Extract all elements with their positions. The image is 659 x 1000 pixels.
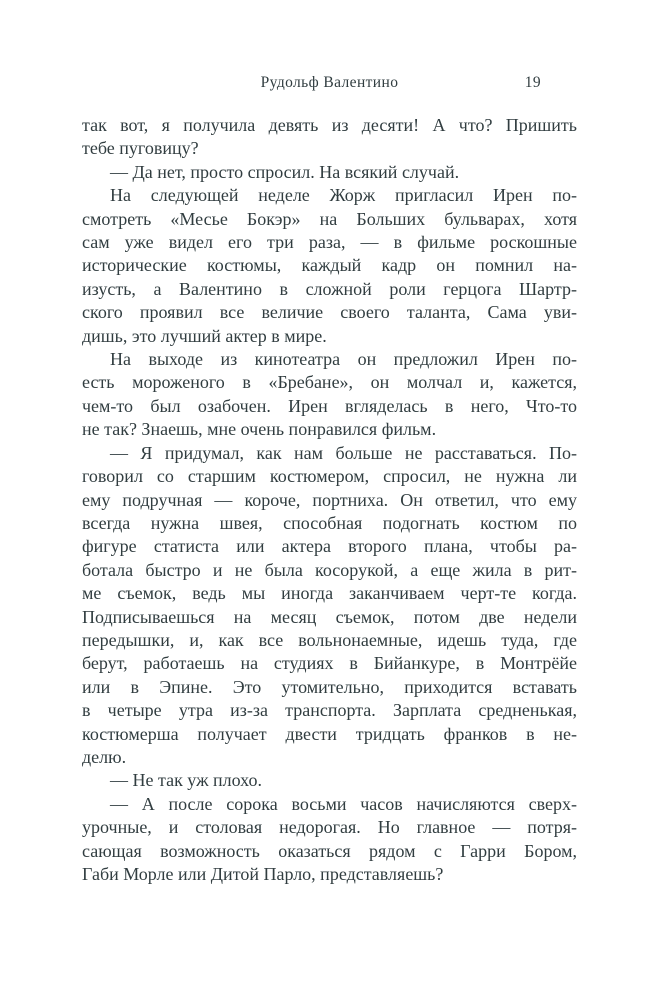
text-line: не так? Знаешь, мне очень понравился фильм. (82, 419, 437, 440)
text-line: так вот, я получила девять из десяти! А что? Пришить (82, 115, 577, 135)
running-header (82, 74, 577, 96)
text-line: ботала быстро и не была косорукой, а еще жила в рит- (82, 559, 577, 580)
text-line: ского проявил все величие своего таланта, Сама уви- (82, 302, 577, 323)
text-line: изусть, а Валентино в сложной роли герцога Шартр- (82, 278, 577, 299)
text-line: На следующей неделе Жорж пригласил Ирен по- (110, 185, 577, 206)
paragraph (82, 184, 577, 348)
page-number: 19 (524, 74, 541, 91)
text-line: — Да нет, просто спросил. На всякий случай. (110, 161, 460, 182)
text-line: делю. (82, 746, 127, 767)
text-line: говорил со старшим костюмером, спросил, не нужна ли (82, 466, 577, 487)
text-line: ме съемок, ведь мы иногда заканчиваем черт-те когда. (82, 583, 577, 604)
text-line: есть мороженого в «Бребане», он молчал и, кажется, (82, 372, 577, 393)
text-line: На выходе из кинотеатра он предложил Ирен по- (110, 349, 577, 370)
text-line: костюмерша получает двести тридцать франков в не- (82, 723, 577, 744)
text-line: Габи Морле или Дитой Парло, представляешь? (82, 864, 444, 884)
text-line: — А после сорока восьми часов начисляются сверх- (110, 793, 577, 814)
text-line: смотреть «Месье Бокэр» на Больших бульварах, хотя (82, 208, 577, 229)
text-line: сам уже видел его три раза, — в фильме роскошные (82, 232, 577, 253)
text-line: дишь, это лучший актер в мире. (82, 325, 327, 346)
text-line: всегда нужна швея, способная подогнать костюм по (82, 512, 577, 533)
text-line: в четыре утра из-за транспорта. Зарплата средненькая, (82, 700, 577, 721)
text-line: Подписываешься на месяц съемок, потом две недели (82, 606, 577, 627)
text-line: или в Эпине. Это утомительно, приходится вставать (82, 676, 577, 697)
paragraph (82, 769, 577, 792)
paragraph (82, 114, 577, 161)
paragraph (82, 161, 577, 184)
text-line: исторические костюмы, каждый кадр он помнил на- (82, 255, 577, 276)
text-line: берут, работаешь на студиях в Бийанкуре, в Монтрёйе (82, 653, 577, 674)
paragraph (82, 348, 577, 442)
text-line: — Не так уж плохо. (110, 770, 262, 791)
page-body (82, 114, 577, 886)
text-line: тебе пуговицу? (82, 138, 199, 159)
running-header-title: Рудольф Валентино (260, 74, 399, 91)
text-line: урочные, и столовая недорогая. Но главное — потря- (82, 817, 577, 838)
paragraph (82, 442, 577, 770)
text-line: ему подручная — короче, портниха. Он ответил, что ему (82, 489, 577, 510)
text-line: чем-то был озабочен. Ирен вгляделась в него, Что-то (82, 395, 577, 416)
text-line: — Я придумал, как нам больше не расставаться. По- (110, 442, 577, 463)
text-line: передышки, и, как все вольнонаемные, идешь туда, где (82, 629, 577, 650)
text-line: фигуре статиста или актера второго плана, чтобы ра- (82, 536, 577, 557)
text-line: сающая возможность оказаться рядом с Гарри Бором, (82, 840, 577, 861)
paragraph (82, 793, 577, 887)
